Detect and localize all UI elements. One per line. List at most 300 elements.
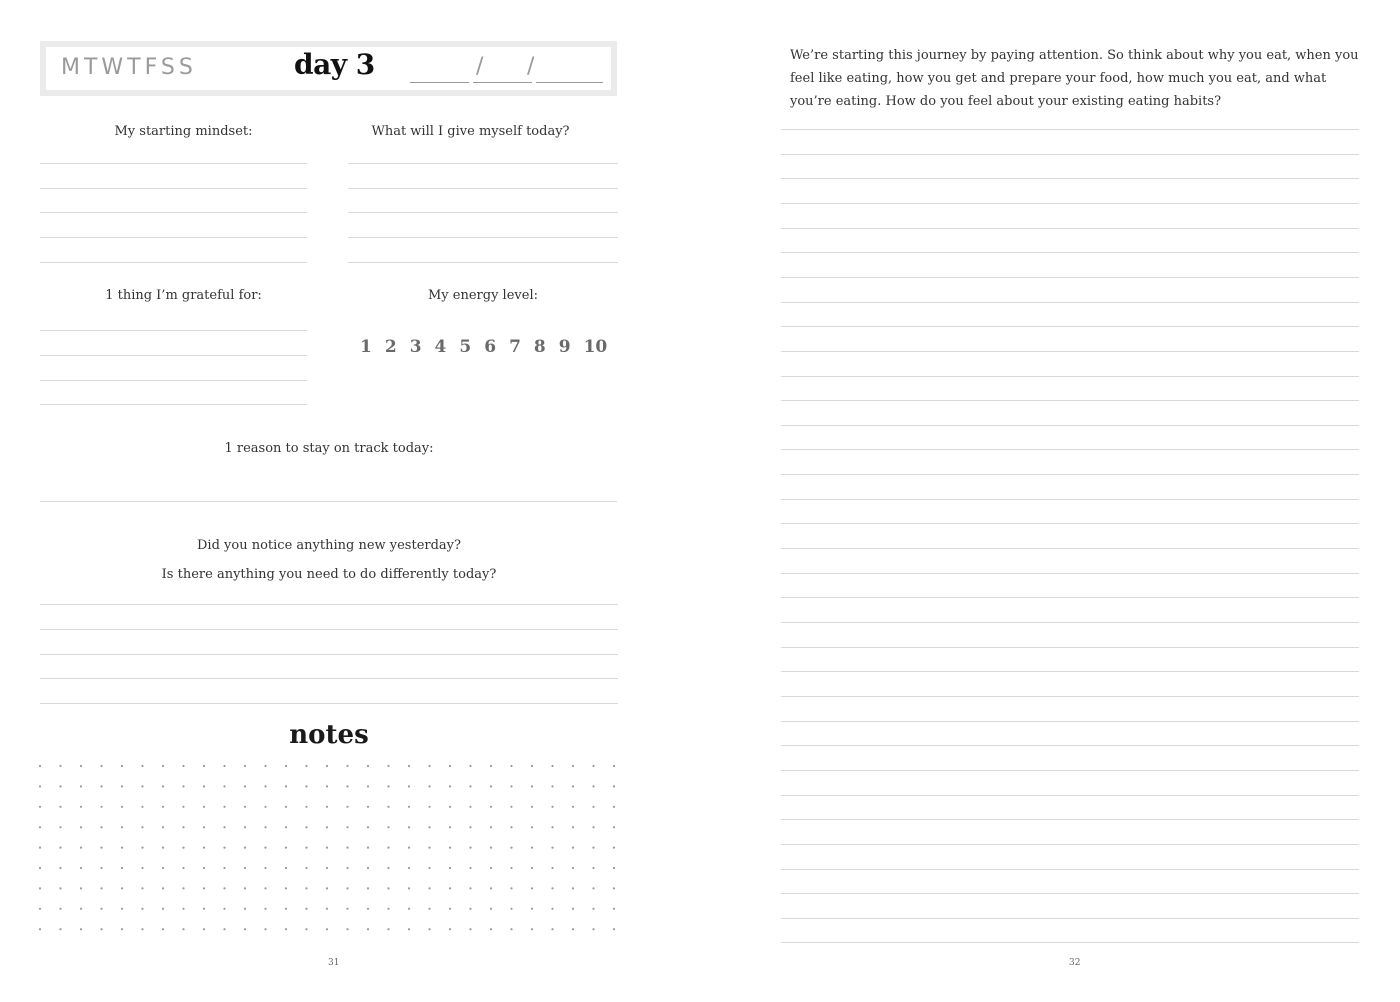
grid-dot: [469, 867, 471, 869]
grid-dot: [469, 908, 471, 910]
grid-dot: [490, 887, 492, 889]
grid-dot: [203, 867, 205, 869]
grid-dot: [121, 928, 123, 930]
grid-dot: [531, 806, 533, 808]
writing-line[interactable]: [781, 918, 1359, 919]
grid-dot: [326, 806, 328, 808]
grid-dot: [408, 908, 410, 910]
grid-dot: [244, 928, 246, 930]
grid-dot: [39, 826, 41, 828]
grid-dot: [305, 806, 307, 808]
grid-dot: [100, 826, 102, 828]
page-number: 32: [1069, 958, 1081, 968]
grid-dot: [551, 867, 553, 869]
grid-dot: [80, 847, 82, 849]
grid-dot: [592, 908, 594, 910]
writing-line[interactable]: [781, 252, 1359, 253]
grid-dot: [223, 908, 225, 910]
writing-line[interactable]: [781, 721, 1359, 722]
grid-dot: [203, 826, 205, 828]
grid-dot: [100, 887, 102, 889]
grid-dot: [428, 908, 430, 910]
writing-line[interactable]: [781, 400, 1359, 401]
reason-label: 1 reason to stay on track today:: [224, 441, 434, 456]
writing-line[interactable]: [348, 163, 618, 164]
grid-dot: [39, 785, 41, 787]
writing-line[interactable]: [348, 262, 618, 263]
writing-line[interactable]: [781, 474, 1359, 475]
writing-line[interactable]: [781, 228, 1359, 229]
grid-dot: [285, 867, 287, 869]
grid-dot: [203, 785, 205, 787]
writing-line[interactable]: [781, 178, 1359, 179]
grid-dot: [367, 826, 369, 828]
grid-dot: [449, 826, 451, 828]
grid-dot: [408, 785, 410, 787]
grid-dot: [182, 867, 184, 869]
date-field-month[interactable]: [473, 82, 532, 83]
grid-dot: [39, 806, 41, 808]
grid-dot: [510, 826, 512, 828]
grid-dot: [408, 765, 410, 767]
writing-line[interactable]: [781, 696, 1359, 697]
grid-dot: [572, 785, 574, 787]
grid-dot: [182, 785, 184, 787]
grid-dot: [162, 928, 164, 930]
grid-dot: [592, 847, 594, 849]
grid-dot: [59, 908, 61, 910]
grid-dot: [469, 847, 471, 849]
grid-dot: [162, 867, 164, 869]
grid-dot: [203, 806, 205, 808]
grid-dot: [531, 928, 533, 930]
grid-dot: [387, 765, 389, 767]
writing-line[interactable]: [781, 942, 1359, 943]
writing-line[interactable]: [781, 622, 1359, 623]
grid-dot: [346, 826, 348, 828]
grid-dot: [531, 908, 533, 910]
notes-dot-grid[interactable]: [37, 763, 622, 938]
writing-line[interactable]: [781, 425, 1359, 426]
grid-dot: [449, 867, 451, 869]
grid-dot: [592, 765, 594, 767]
grid-dot: [162, 785, 164, 787]
energy-option-3[interactable]: 3: [409, 337, 422, 357]
grid-dot: [326, 826, 328, 828]
grid-dot: [346, 847, 348, 849]
grid-dot: [572, 847, 574, 849]
grid-dot: [285, 887, 287, 889]
writing-line[interactable]: [40, 703, 618, 704]
writing-line[interactable]: [40, 330, 307, 331]
energy-option-9[interactable]: 9: [558, 337, 571, 357]
grid-dot: [203, 887, 205, 889]
grid-dot: [59, 867, 61, 869]
grid-dot: [551, 847, 553, 849]
grid-dot: [572, 887, 574, 889]
grid-dot: [305, 908, 307, 910]
grid-dot: [510, 867, 512, 869]
writing-line[interactable]: [40, 654, 618, 655]
grid-dot: [326, 847, 328, 849]
grid-dot: [551, 826, 553, 828]
date-field-year[interactable]: [536, 82, 603, 83]
grid-dot: [572, 765, 574, 767]
day-title: day 3: [294, 48, 375, 81]
date-separator: /: [476, 54, 484, 79]
grid-dot: [121, 785, 123, 787]
writing-line[interactable]: [781, 203, 1359, 204]
writing-line[interactable]: [781, 523, 1359, 524]
grid-dot: [387, 806, 389, 808]
grid-dot: [469, 928, 471, 930]
writing-line[interactable]: [781, 277, 1359, 278]
grid-dot: [264, 847, 266, 849]
grateful-label: 1 thing I’m grateful for:: [105, 288, 262, 303]
writing-line[interactable]: [40, 501, 617, 502]
grid-dot: [141, 806, 143, 808]
grid-dot: [367, 887, 369, 889]
grid-dot: [592, 785, 594, 787]
grid-dot: [367, 867, 369, 869]
energy-option-1[interactable]: 1: [360, 337, 372, 357]
grid-dot: [264, 785, 266, 787]
writing-line[interactable]: [40, 237, 307, 238]
grid-dot: [428, 847, 430, 849]
grid-dot: [387, 826, 389, 828]
grid-dot: [59, 887, 61, 889]
grid-dot: [490, 765, 492, 767]
energy-option-2[interactable]: 2: [384, 337, 397, 357]
grid-dot: [613, 887, 615, 889]
writing-line[interactable]: [40, 604, 618, 605]
grid-dot: [367, 908, 369, 910]
grid-dot: [551, 908, 553, 910]
grid-dot: [80, 785, 82, 787]
grid-dot: [408, 806, 410, 808]
writing-line[interactable]: [781, 819, 1359, 820]
grid-dot: [326, 908, 328, 910]
grid-dot: [39, 887, 41, 889]
grid-dot: [203, 908, 205, 910]
grid-dot: [367, 806, 369, 808]
grid-dot: [121, 847, 123, 849]
grid-dot: [449, 765, 451, 767]
grid-dot: [531, 867, 533, 869]
grid-dot: [469, 765, 471, 767]
grid-dot: [346, 806, 348, 808]
grid-dot: [531, 826, 533, 828]
grid-dot: [39, 908, 41, 910]
grid-dot: [162, 847, 164, 849]
grid-dot: [572, 928, 574, 930]
writing-line[interactable]: [781, 326, 1359, 327]
grid-dot: [244, 826, 246, 828]
grid-dot: [551, 806, 553, 808]
weekday-letters[interactable]: MTWTFSS: [61, 55, 197, 80]
grid-dot: [203, 847, 205, 849]
writing-line[interactable]: [781, 351, 1359, 352]
grid-dot: [59, 847, 61, 849]
writing-line[interactable]: [40, 404, 307, 405]
grid-dot: [162, 806, 164, 808]
grid-dot: [449, 887, 451, 889]
grid-dot: [264, 867, 266, 869]
grid-dot: [182, 826, 184, 828]
give-myself-label: What will I give myself today?: [371, 124, 570, 139]
grid-dot: [121, 908, 123, 910]
grid-dot: [223, 785, 225, 787]
starting-mindset-label: My starting mindset:: [114, 124, 253, 139]
grid-dot: [490, 826, 492, 828]
writing-line[interactable]: [348, 188, 618, 189]
grid-dot: [100, 847, 102, 849]
writing-line[interactable]: [781, 795, 1359, 796]
writing-line[interactable]: [40, 163, 307, 164]
grid-dot: [346, 908, 348, 910]
grid-dot: [490, 908, 492, 910]
writing-line[interactable]: [40, 629, 618, 630]
grid-dot: [305, 847, 307, 849]
grid-dot: [285, 806, 287, 808]
grid-dot: [121, 765, 123, 767]
grid-dot: [285, 847, 287, 849]
date-field-day[interactable]: [410, 82, 469, 83]
grid-dot: [367, 928, 369, 930]
grid-dot: [39, 867, 41, 869]
grid-dot: [100, 806, 102, 808]
grid-dot: [80, 928, 82, 930]
grid-dot: [121, 826, 123, 828]
writing-line[interactable]: [40, 355, 307, 356]
grid-dot: [59, 928, 61, 930]
grid-dot: [490, 847, 492, 849]
date-separator: /: [527, 54, 535, 79]
writing-line[interactable]: [781, 573, 1359, 574]
grid-dot: [203, 928, 205, 930]
grid-dot: [346, 867, 348, 869]
grid-dot: [182, 765, 184, 767]
writing-line[interactable]: [781, 376, 1359, 377]
grid-dot: [305, 867, 307, 869]
grid-dot: [469, 826, 471, 828]
writing-line[interactable]: [781, 647, 1359, 648]
grid-dot: [449, 785, 451, 787]
grid-dot: [39, 928, 41, 930]
energy-option-10[interactable]: 10: [583, 337, 608, 357]
grid-dot: [551, 785, 553, 787]
grid-dot: [510, 887, 512, 889]
grid-dot: [223, 887, 225, 889]
grid-dot: [264, 826, 266, 828]
grid-dot: [428, 826, 430, 828]
grid-dot: [264, 806, 266, 808]
grid-dot: [572, 826, 574, 828]
grid-dot: [121, 887, 123, 889]
grid-dot: [264, 928, 266, 930]
grid-dot: [613, 928, 615, 930]
energy-option-7[interactable]: 7: [509, 337, 521, 357]
grid-dot: [59, 765, 61, 767]
grid-dot: [244, 887, 246, 889]
grid-dot: [613, 765, 615, 767]
grid-dot: [121, 867, 123, 869]
grid-dot: [326, 765, 328, 767]
grid-dot: [428, 785, 430, 787]
grid-dot: [162, 887, 164, 889]
grid-dot: [592, 867, 594, 869]
grid-dot: [490, 785, 492, 787]
grid-dot: [490, 867, 492, 869]
grid-dot: [346, 785, 348, 787]
grid-dot: [203, 765, 205, 767]
grid-dot: [141, 785, 143, 787]
grid-dot: [510, 765, 512, 767]
writing-line[interactable]: [348, 237, 618, 238]
writing-line[interactable]: [781, 129, 1359, 130]
grid-dot: [141, 867, 143, 869]
grid-dot: [182, 908, 184, 910]
grid-dot: [80, 908, 82, 910]
grid-dot: [326, 867, 328, 869]
grid-dot: [613, 867, 615, 869]
grid-dot: [305, 785, 307, 787]
grid-dot: [223, 867, 225, 869]
grid-dot: [428, 887, 430, 889]
grid-dot: [572, 908, 574, 910]
grid-dot: [305, 887, 307, 889]
writing-line[interactable]: [781, 499, 1359, 500]
writing-line[interactable]: [40, 212, 307, 213]
grid-dot: [326, 928, 328, 930]
grid-dot: [141, 765, 143, 767]
writing-line[interactable]: [781, 893, 1359, 894]
grid-dot: [592, 806, 594, 808]
energy-option-5[interactable]: 5: [459, 337, 472, 357]
grid-dot: [182, 887, 184, 889]
energy-option-6[interactable]: 6: [484, 337, 497, 357]
grid-dot: [510, 847, 512, 849]
grid-dot: [162, 765, 164, 767]
grid-dot: [428, 928, 430, 930]
grid-dot: [592, 928, 594, 930]
writing-line[interactable]: [781, 597, 1359, 598]
grid-dot: [80, 867, 82, 869]
grid-dot: [80, 806, 82, 808]
grid-dot: [613, 908, 615, 910]
grid-dot: [285, 765, 287, 767]
writing-line[interactable]: [781, 869, 1359, 870]
grid-dot: [449, 847, 451, 849]
energy-option-8[interactable]: 8: [533, 337, 546, 357]
grid-dot: [223, 928, 225, 930]
writing-line[interactable]: [40, 188, 307, 189]
grid-dot: [121, 806, 123, 808]
grid-dot: [264, 908, 266, 910]
grid-dot: [141, 908, 143, 910]
journal-prompt: We’re starting this journey by paying attention. So think about why you eat, when you feel like eating, how you get and prepare your food, how much you eat, and what you’re eating. How do you feel about your existing eating habits?: [790, 48, 1359, 109]
grid-dot: [387, 887, 389, 889]
writing-line[interactable]: [781, 302, 1359, 303]
grid-dot: [223, 806, 225, 808]
grid-dot: [449, 806, 451, 808]
grid-dot: [510, 785, 512, 787]
grid-dot: [141, 826, 143, 828]
grid-dot: [469, 887, 471, 889]
grid-dot: [449, 928, 451, 930]
grid-dot: [305, 826, 307, 828]
grid-dot: [100, 908, 102, 910]
grid-dot: [449, 908, 451, 910]
writing-line[interactable]: [40, 678, 618, 679]
grid-dot: [141, 847, 143, 849]
writing-line[interactable]: [40, 262, 307, 263]
grid-dot: [100, 928, 102, 930]
writing-line[interactable]: [781, 844, 1359, 845]
writing-line[interactable]: [40, 380, 307, 381]
energy-option-4[interactable]: 4: [434, 337, 447, 357]
grid-dot: [223, 765, 225, 767]
writing-line[interactable]: [781, 770, 1359, 771]
grid-dot: [387, 908, 389, 910]
grid-dot: [408, 826, 410, 828]
energy-level-label: My energy level:: [428, 288, 538, 303]
writing-line[interactable]: [781, 548, 1359, 549]
grid-dot: [531, 765, 533, 767]
writing-line[interactable]: [348, 212, 618, 213]
grid-dot: [469, 806, 471, 808]
writing-line[interactable]: [781, 449, 1359, 450]
writing-line[interactable]: [781, 154, 1359, 155]
grid-dot: [613, 826, 615, 828]
grid-dot: [408, 887, 410, 889]
grid-dot: [223, 826, 225, 828]
grid-dot: [326, 785, 328, 787]
grid-dot: [39, 765, 41, 767]
grid-dot: [592, 826, 594, 828]
grid-dot: [39, 847, 41, 849]
grid-dot: [387, 785, 389, 787]
grid-dot: [305, 765, 307, 767]
grid-dot: [408, 867, 410, 869]
grid-dot: [346, 887, 348, 889]
grid-dot: [387, 928, 389, 930]
grid-dot: [428, 867, 430, 869]
writing-line[interactable]: [781, 745, 1359, 746]
grid-dot: [244, 867, 246, 869]
grid-dot: [59, 826, 61, 828]
grid-dot: [244, 785, 246, 787]
grid-dot: [244, 908, 246, 910]
grid-dot: [572, 806, 574, 808]
notice-question-1: Did you notice anything new yesterday?: [197, 538, 461, 553]
grid-dot: [223, 847, 225, 849]
grid-dot: [285, 785, 287, 787]
grid-dot: [182, 847, 184, 849]
grid-dot: [244, 847, 246, 849]
writing-line[interactable]: [781, 671, 1359, 672]
grid-dot: [572, 867, 574, 869]
grid-dot: [613, 806, 615, 808]
grid-dot: [592, 887, 594, 889]
grid-dot: [367, 847, 369, 849]
grid-dot: [162, 908, 164, 910]
grid-dot: [264, 765, 266, 767]
grid-dot: [510, 928, 512, 930]
grid-dot: [182, 806, 184, 808]
grid-dot: [346, 928, 348, 930]
grid-dot: [551, 928, 553, 930]
